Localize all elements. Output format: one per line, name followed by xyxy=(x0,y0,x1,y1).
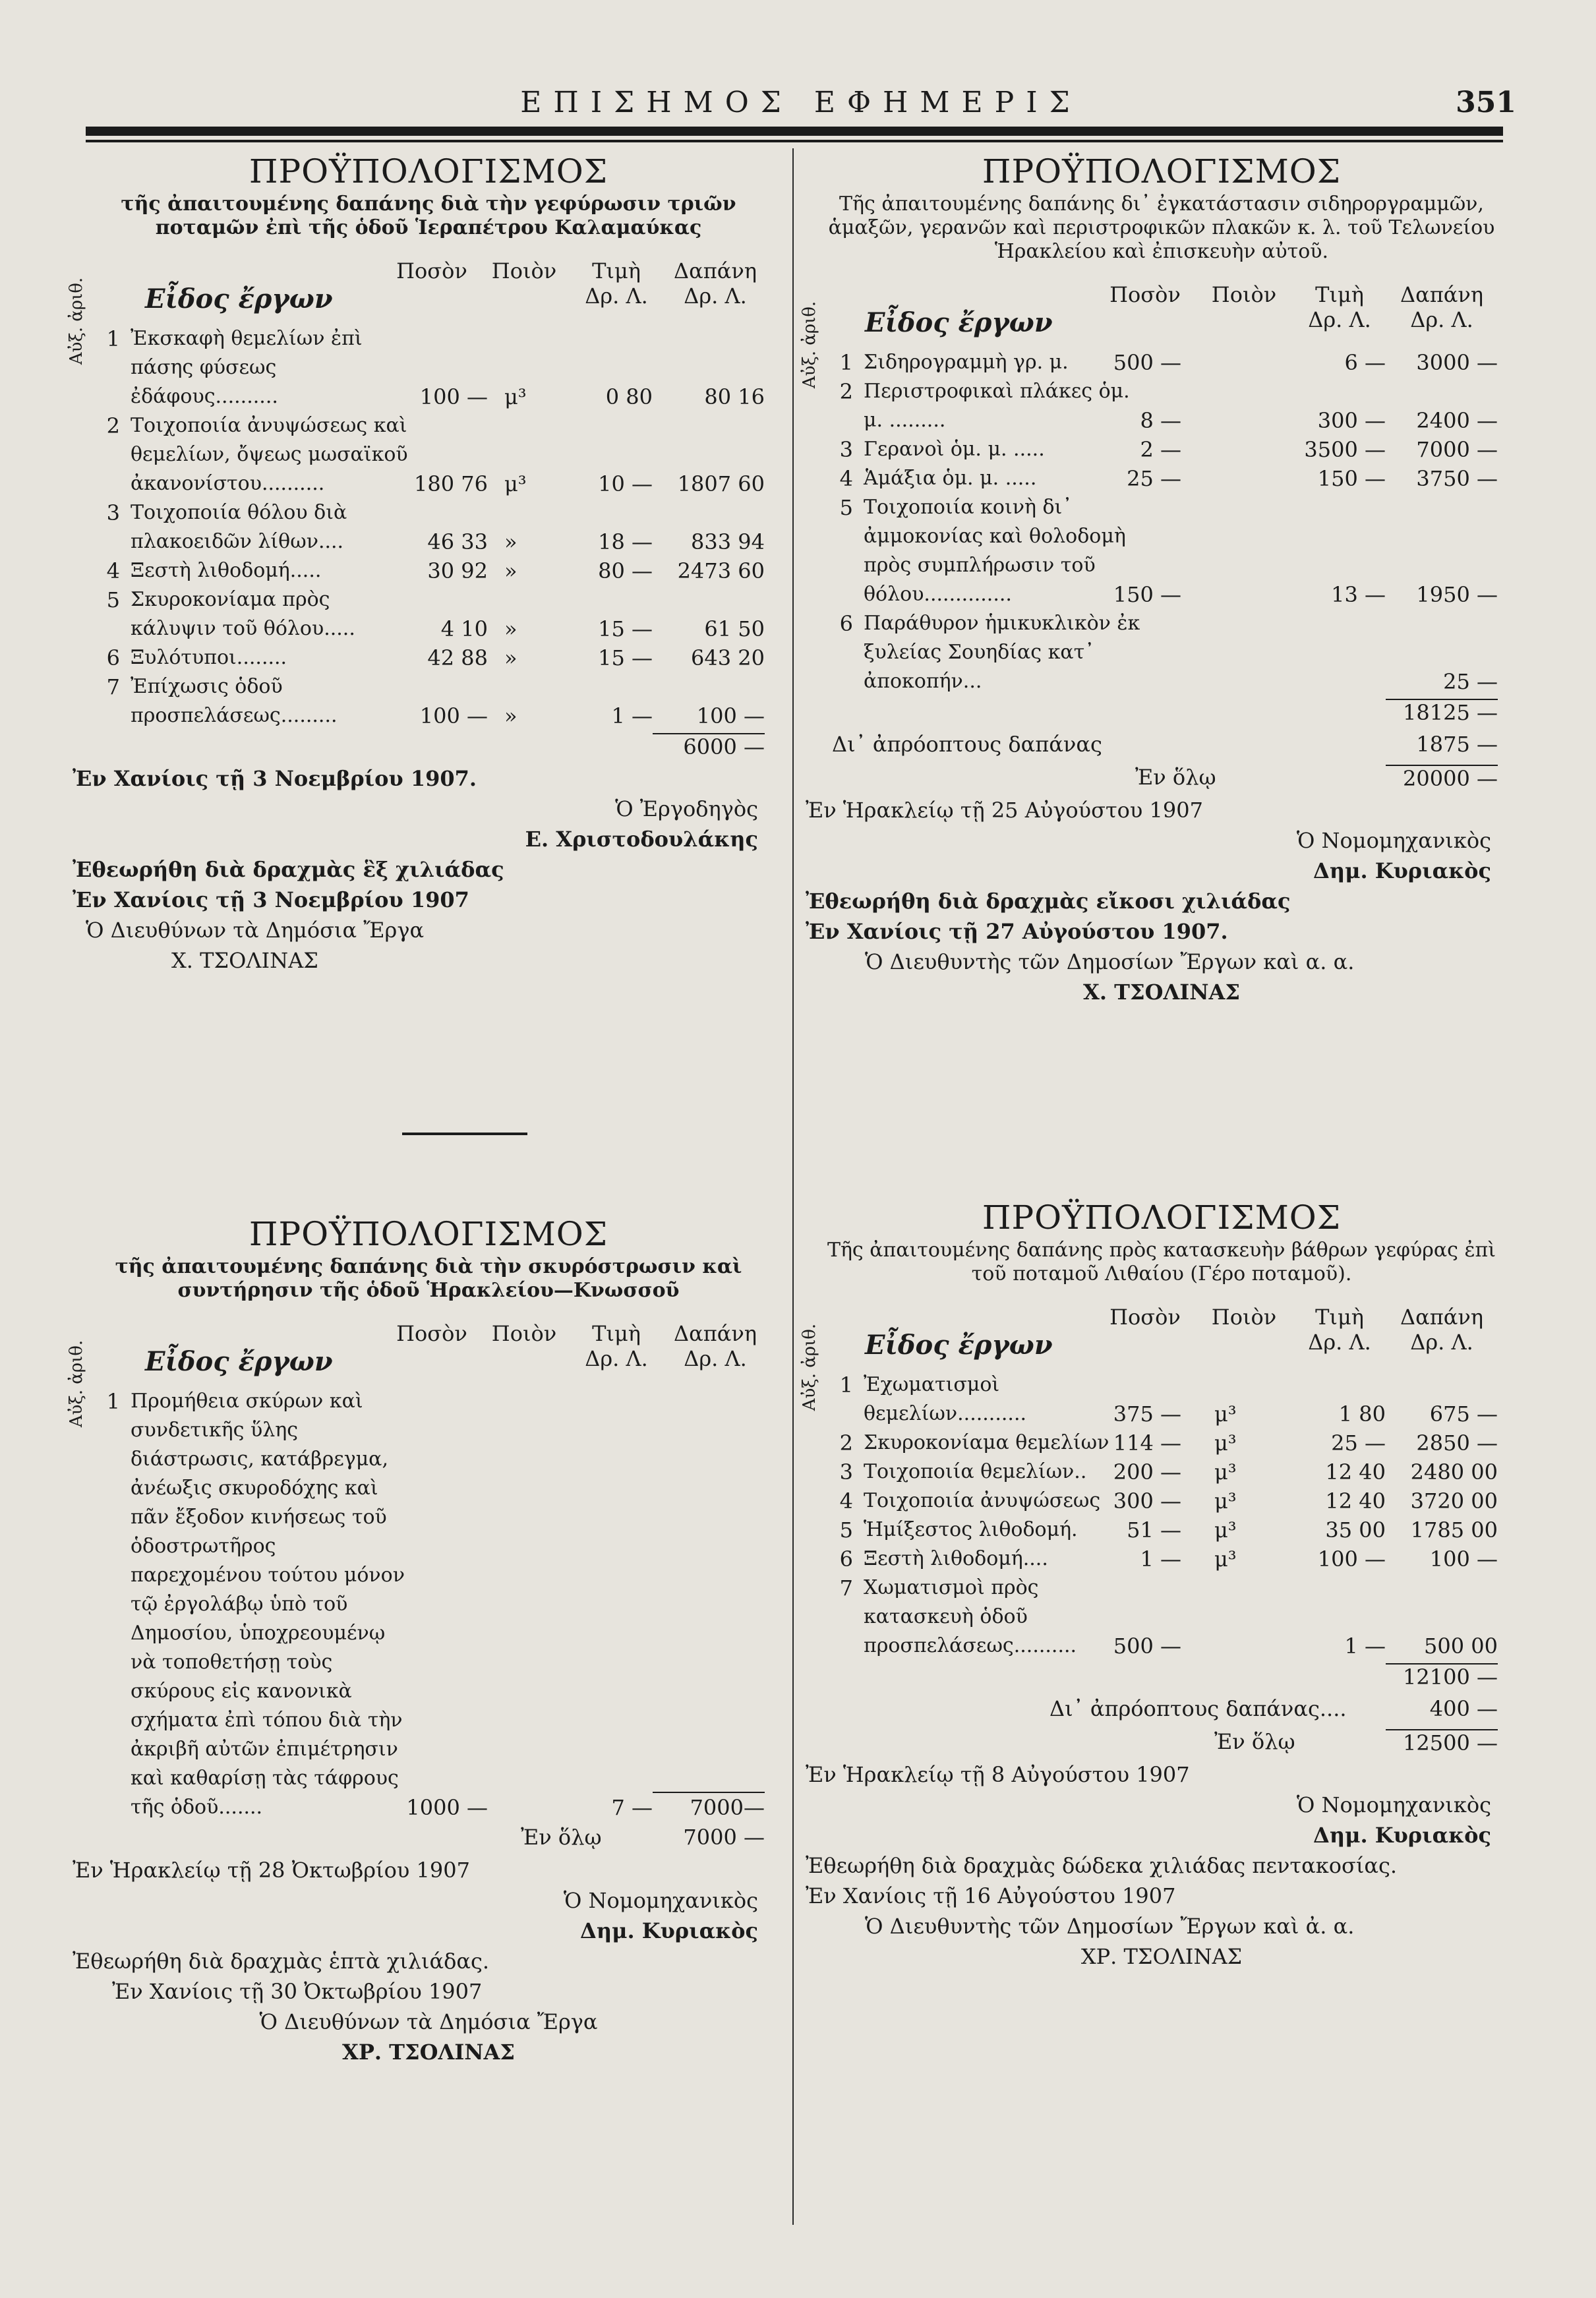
table-header xyxy=(806,276,1518,348)
header-rule-thin xyxy=(86,140,1503,142)
signer-name: Δημ. Κυριακὸς xyxy=(1313,1823,1491,1848)
total-line xyxy=(806,762,1518,795)
col-poion: Ποιὸν xyxy=(1211,1305,1277,1330)
unforeseen-label: Δι᾽ ἀπρόοπτους δαπάνας xyxy=(832,732,1102,757)
signer-role: Ὁ Νομομηχανικὸς xyxy=(1296,828,1491,853)
total-value: 6000 — xyxy=(653,733,765,759)
col-poson: Ποσὸν xyxy=(1109,1305,1181,1330)
section-subtitle: τῆς ἀπαιτουμένης δαπάνης διὰ τὴν σκυρόστρωσιν καὶ συντήρησιν τῆς ὁδοῦ Ἡρακλείου—Κνωσσοῦ xyxy=(115,1255,742,1302)
col-timi: Τιμὴ Δρ. Λ. xyxy=(585,258,648,309)
total-value: 7000 — xyxy=(683,1825,765,1850)
total-label: Ἐν ὅλῳ xyxy=(1214,1729,1295,1754)
table-row: 5 Ἡμίξεστος λιθοδομή. 51 — μ³ 35 00 1785 00 xyxy=(839,1517,1498,1543)
total-label: Ἐν ὅλῳ xyxy=(1135,765,1216,790)
director-name: ΧΡ. ΤΣΟΛΙΝΑΣ xyxy=(342,2040,515,2065)
aux-number-label: Αὐξ. ἀριθ. xyxy=(800,1323,820,1411)
director-name: Χ. ΤΣΟΛΙΝΑΣ xyxy=(1083,980,1240,1005)
table-row: 7 Χωματισμοὶ πρὸς κατασκευὴ ὁδοῦ προσπελάσεως.......... 500 — 1 — 500 00 xyxy=(839,1576,1498,1659)
page-number: 351 xyxy=(1456,86,1516,119)
table-row: 4 Τοιχοποιία ἀνυψώσεως 300 — μ³ 12 40 3720 00 xyxy=(839,1488,1498,1514)
signature-block xyxy=(73,763,784,976)
total-line xyxy=(806,1726,1518,1759)
cost-table xyxy=(800,276,1518,795)
signer-name: Δημ. Κυριακὸς xyxy=(579,1918,758,1943)
budget-section-3 xyxy=(67,1213,784,2067)
unforeseen-line xyxy=(806,729,1518,762)
table-row: 5 Τοιχοποιία κοινὴ δι᾽ ἀμμοκονίας καὶ θολοδομὴ πρὸς συμπλήρωσιν τοῦ θόλου.............. 150 — 13 — 1950 — xyxy=(839,495,1498,607)
budget-section-1 xyxy=(67,150,784,976)
table-row: 5 Σκυροκονίαμα πρὸς κάλυψιν τοῦ θόλου..... 4 10 » 15 — 61 50 xyxy=(106,587,765,641)
col-eidos: Εἶδος ἔργων xyxy=(865,1330,1053,1361)
section-subtitle: τῆς ἀπαιτουμένης δαπάνης διὰ τὴν γεφύρωσιν τριῶν ποταμῶν ἐπὶ τῆς ὁδοῦ Ἱεραπέτρου Καλαμαύκας xyxy=(121,192,736,239)
col-poion: Ποιὸν xyxy=(491,258,557,283)
approval-date: Ἐν Χανίοις τῇ 16 Αὐγούστου 1907 xyxy=(806,1883,1176,1908)
section-title: ΠΡΟΫΠΟΛΟΓΙΣΜΟΣ xyxy=(982,1198,1342,1237)
header-rule-thick xyxy=(86,127,1503,136)
col-poion: Ποιὸν xyxy=(491,1321,557,1346)
cost-table xyxy=(67,252,784,763)
table-header xyxy=(73,1314,784,1387)
cost-table xyxy=(67,1314,784,1855)
table-row: 1 Ἐχωματισμοὶ θεμελίων........... 375 — μ³ 1 80 675 — xyxy=(839,1372,1498,1427)
table-row: 1 Προμήθεια σκύρων καὶ συνδετικῆς ὕλης διάστρωσις, κατάβρεγμα, ἀνέωξις σκυροδόχης καὶ πᾶν ἔξοδον κινήσεως τοῦ ὁδοστρωτῆρος παρεχομένου τούτου μόνον τῷ ἐργολάβῳ ὑπὸ τοῦ Δημοσίου, ὑποχρεουμένῳ νὰ τοποθετήσῃ τοὺς σκύρους εἰς κανονικὰ σχήματα ἐπὶ τόπου διὰ τὴν ἀκριβῆ αὐτῶν ἐπιμέτρησιν καὶ καθαρίσῃ τὰς τάφρους τῆς ὁδοῦ....... 1000 — 7 — 7000— xyxy=(73,1387,784,1822)
section-subtitle: Τῆς ἀπαιτουμένης δαπάνης δι᾽ ἐγκατάστασιν σιδηροργραμμῶν, ἁμαξῶν, γερανῶν καὶ περιστροφικῶν πλακῶν κ. λ. τοῦ Τελωνείου Ἡρακλείου καὶ ἐπισκευὴν αὐτοῦ. xyxy=(828,192,1495,263)
table-row: 7 Ἐπίχωσις ὁδοῦ προσπελάσεως......... 100 — » 1 — 100 — xyxy=(106,674,765,728)
approval-date: Ἐν Χανίοις τῇ 27 Αὐγούστου 1907. xyxy=(806,919,1228,944)
table-row: 3 Τοιχοποιία θεμελίων.. 200 — μ³ 12 40 2480 00 xyxy=(839,1459,1498,1485)
gazette-title: ΕΠΙΣΗΜΟΣ ΕΦΗΜΕΡΙΣ xyxy=(520,86,1082,119)
section-separator xyxy=(402,1133,527,1135)
place-date: Ἐν Ἡρακλείῳ τῇ 25 Αὐγούστου 1907 xyxy=(806,798,1203,823)
unforeseen-value: 1875 — xyxy=(1416,732,1498,757)
aux-number-label: Αὐξ. ἀριθ. xyxy=(67,277,87,365)
table-header xyxy=(806,1298,1518,1370)
col-timi: Τιμὴ Δρ. Λ. xyxy=(1308,1305,1371,1355)
col-dapani: Δαπάνη Δρ. Λ. xyxy=(674,258,757,309)
table-row: 2 Τοιχοποιία ἀνυψώσεως καὶ θεμελίων, ὄψεως μωσαϊκοῦ ἀκανονίστου.......... 180 76 μ³ 10 — 1807 60 xyxy=(106,413,765,496)
signer-name: Δημ. Κυριακὸς xyxy=(1313,858,1491,883)
signature-block xyxy=(806,795,1518,1007)
signature-block xyxy=(73,1855,784,2067)
table-body xyxy=(73,1387,784,1822)
director-name: Χ. ΤΣΟΛΙΝΑΣ xyxy=(171,948,318,973)
col-poson: Ποσὸν xyxy=(1109,282,1181,307)
table-row: 6 Ξυλότυποι........ 42 88 » 15 — 643 20 xyxy=(106,645,765,670)
col-timi: Τιμὴ Δρ. Λ. xyxy=(585,1321,648,1371)
total-value: 20000 — xyxy=(1386,765,1498,791)
table-row: 2 Σκυροκονίαμα θεμελίων 114 — μ³ 25 — 2850 — xyxy=(839,1430,1498,1456)
budget-section-2 xyxy=(800,150,1518,1007)
signer-role: Ὁ Ἐργοδηγὸς xyxy=(615,796,758,821)
table-body xyxy=(73,324,784,730)
signer-name: Ε. Χριστοδουλάκης xyxy=(525,827,758,852)
signer-role: Ὁ Νομομηχανικὸς xyxy=(1296,1792,1491,1817)
cost-table xyxy=(800,1298,1518,1759)
col-poson: Ποσὸν xyxy=(396,1321,467,1346)
total-value: 12500 — xyxy=(1386,1729,1498,1755)
total-label: Ἐν ὅλῳ xyxy=(521,1825,602,1850)
director-name: ΧΡ. ΤΣΟΛΙΝΑΣ xyxy=(1080,1944,1243,1969)
col-poson: Ποσὸν xyxy=(396,258,467,283)
total-line xyxy=(73,730,784,763)
col-poion: Ποιὸν xyxy=(1211,282,1277,307)
col-eidos: Εἶδος ἔργων xyxy=(865,307,1053,338)
col-dapani: Δαπάνη Δρ. Λ. xyxy=(1400,282,1483,332)
signer-role: Ὁ Νομομηχανικὸς xyxy=(563,1888,758,1913)
table-row: 2 Περιστροφικαὶ πλάκες ὁμ. μ. ......... 8 — 300 — 2400 — xyxy=(839,379,1498,433)
column-divider xyxy=(792,148,794,2225)
approval-date: Ἐν Χανίοις τῇ 30 Ὀκτωβρίου 1907 xyxy=(112,1979,483,2004)
table-body xyxy=(806,1370,1518,1661)
table-row: 3 Γερανοὶ ὁμ. μ. ..... 2 — 3500 — 7000 — xyxy=(839,437,1498,462)
aux-number-label: Αὐξ. ἀριθ. xyxy=(800,301,820,389)
table-row: 1 Ἐκσκαφὴ θεμελίων ἐπὶ πάσης φύσεως ἐδάφους.......... 100 — μ³ 0 80 80 16 xyxy=(106,326,765,409)
total-line xyxy=(73,1822,784,1855)
table-row: 3 Τοιχοποιία θόλου διὰ πλακοειδῶν λίθων.... 46 33 » 18 — 833 94 xyxy=(106,500,765,554)
subtotal-line xyxy=(806,696,1518,729)
subtotal-line xyxy=(806,1661,1518,1694)
place-date: Ἐν Ἡρακλείῳ τῇ 8 Αὐγούστου 1907 xyxy=(806,1762,1190,1787)
place-date: Ἐν Χανίοις τῇ 3 Νοεμβρίου 1907. xyxy=(73,766,477,791)
director-role: Ὁ Διευθύνων τὰ Δημόσια Ἔργα xyxy=(86,918,425,943)
table-header xyxy=(73,252,784,324)
table-row: 6 Παράθυρον ἡμικυκλικὸν ἐκ ξυλείας Σουηδίας κατ᾽ ἀποκοπήν... 25 — xyxy=(839,611,1498,694)
col-eidos: Εἶδος ἔργων xyxy=(145,283,333,314)
approval-text: Ἐθεωρήθη διὰ δραχμὰς δώδεκα χιλιάδας πεντακοσίας. xyxy=(806,1853,1398,1878)
director-role: Ὁ Διευθυντὴς τῶν Δημοσίων Ἔργων καὶ ἀ. α. xyxy=(865,1914,1355,1939)
unforeseen-label: Δι᾽ ἀπρόοπτους δαπάνας.... xyxy=(1049,1696,1347,1721)
table-body xyxy=(806,348,1518,696)
col-timi: Τιμὴ Δρ. Λ. xyxy=(1308,282,1371,332)
table-row: 4 Ξεστὴ λιθοδομή..... 30 92 » 80 — 2473 60 xyxy=(106,558,765,583)
section-subtitle: Τῆς ἀπαιτουμένης δαπάνης πρὸς κατασκευὴν βάθρων γεφύρας ἐπὶ τοῦ ποταμοῦ Λιθαίου (Γέρο ποταμοῦ). xyxy=(827,1239,1496,1285)
section-title: ΠΡΟΫΠΟΛΟΓΙΣΜΟΣ xyxy=(249,152,608,191)
col-dapani: Δαπάνη Δρ. Λ. xyxy=(1400,1305,1483,1355)
col-eidos: Εἶδος ἔργων xyxy=(145,1346,333,1377)
unforeseen-line xyxy=(806,1694,1518,1726)
section-title: ΠΡΟΫΠΟΛΟΓΙΣΜΟΣ xyxy=(982,152,1342,191)
director-role: Ὁ Διευθυντὴς τῶν Δημοσίων Ἔργων καὶ α. α. xyxy=(865,949,1355,974)
table-row: 6 Ξεστὴ λιθοδομή.... 1 — μ³ 100 — 100 — xyxy=(839,1547,1498,1572)
subtotal-value: 18125 — xyxy=(1386,699,1498,725)
table-row: 1 Σιδηρογραμμὴ γρ. μ. 500 — 6 — 3000 — xyxy=(839,350,1498,375)
col-dapani: Δαπάνη Δρ. Λ. xyxy=(674,1321,757,1371)
table-row: 4 Ἁμάξια ὁμ. μ. ..... 25 — 150 — 3750 — xyxy=(839,466,1498,491)
place-date: Ἐν Ἡρακλείῳ τῇ 28 Ὀκτωβρίου 1907 xyxy=(73,1858,470,1883)
director-role: Ὁ Διευθύνων τὰ Δημόσια Ἔργα xyxy=(259,2009,598,2034)
approval-text: Ἐθεωρήθη διὰ δραχμὰς ἑπτὰ χιλιάδας. xyxy=(73,1949,490,1974)
section-title: ΠΡΟΫΠΟΛΟΓΙΣΜΟΣ xyxy=(249,1215,608,1253)
approval-date: Ἐν Χανίοις τῇ 3 Νοεμβρίου 1907 xyxy=(73,887,469,912)
unforeseen-value: 400 — xyxy=(1429,1696,1498,1721)
subtotal-value: 12100 — xyxy=(1386,1663,1498,1690)
approval-text: Ἐθεωρήθη διὰ δραχμὰς εἴκοσι χιλιάδας xyxy=(806,889,1291,914)
aux-number-label: Αὐξ. ἀριθ. xyxy=(67,1340,87,1428)
approval-text: Ἐθεωρήθη διὰ δραχμὰς ἓξ χιλιάδας xyxy=(73,857,504,882)
signature-block xyxy=(806,1759,1518,1972)
budget-section-4 xyxy=(800,1196,1518,1972)
